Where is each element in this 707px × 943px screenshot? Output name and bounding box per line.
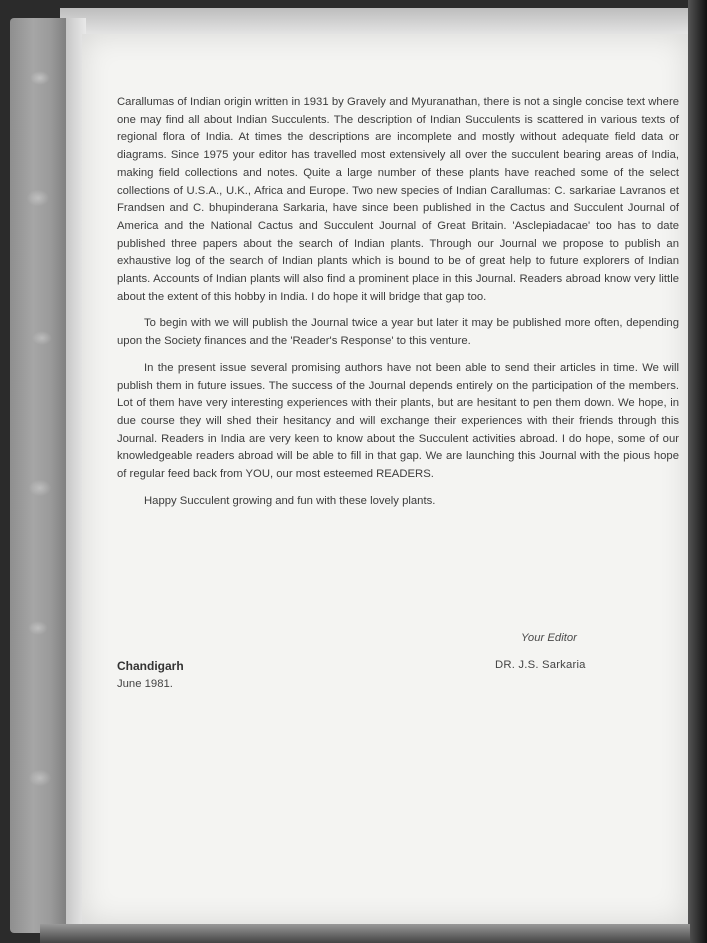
paragraph-4: Happy Succulent growing and fun with these lovely plants. (144, 494, 436, 507)
bottom-edge-shadow (40, 924, 690, 943)
signature-role: Your Editor (521, 632, 577, 644)
top-page-edge (60, 8, 690, 36)
paragraph-1: Carallumas of Indian origin written in 1931 by Gravely and Myuranathan, there is not a single concise text where one may find all about Indian Succulents. The description of Indian Succulents is scattered in various texts of regional flora of India. At times the descriptions are incomplete and mostly without adequate field data or diagrams. Since 1975 your editor has travelled most extensively all over the succulent bearing areas of India, making field collections and notes. Quite a large number of these plants have reached some of the select collections of U.S.A., U.K., Africa and Europe. Two new species of Indian Carallumas: C. sarkariae Lavranos et Frandsen and C. bhupinderana Sarkaria, have since been published in the Cactus and Succulent Journal of America and the National Cactus and Succulent Journal of Great Britain. 'Asclepiadacae' too has to date published three papers about the search of Indian plants. Through our Journal we propose to publish an exhaustive log of the search of Indian plants which is bound to be of great help to future explorers of Indian plants. Accounts of Indian plants will also find a prominent place in this Journal. Readers abroad know very little about the extent of this hobby in India. I do hope it will bridge that gap too. (117, 96, 679, 303)
paragraph-3: In the present issue several promising authors have not been able to send their articles in time. We will publish them in future issues. The success of the Journal depends entirely on the participation of the members. Lot of them have very interesting experiences with their plants, but are hesitant to pen them down. We hope, in due course they will shed their hesitancy and will exchange their experiences with their friends through this Journal. Readers in India are very keen to know about the Succulent activities abroad. I do hope, some of our knowledgeable readers abroad will be able to fill in that gap. We are launching this Journal with the pious hope of regular feed back from YOU, our most esteemed READERS. (117, 361, 679, 481)
date-line: June 1981. (117, 678, 173, 690)
place-name: Chandigarh (117, 659, 184, 673)
book-binding (10, 18, 68, 933)
signature-name: DR. J.S. Sarkaria (495, 659, 586, 671)
editorial-body (117, 94, 679, 510)
right-edge-shadow (688, 0, 707, 943)
paragraph-2: To begin with we will publish the Journal twice a year but later it may be published more often, depending upon the Society finances and the 'Reader's Response' to this venture. (117, 317, 679, 348)
